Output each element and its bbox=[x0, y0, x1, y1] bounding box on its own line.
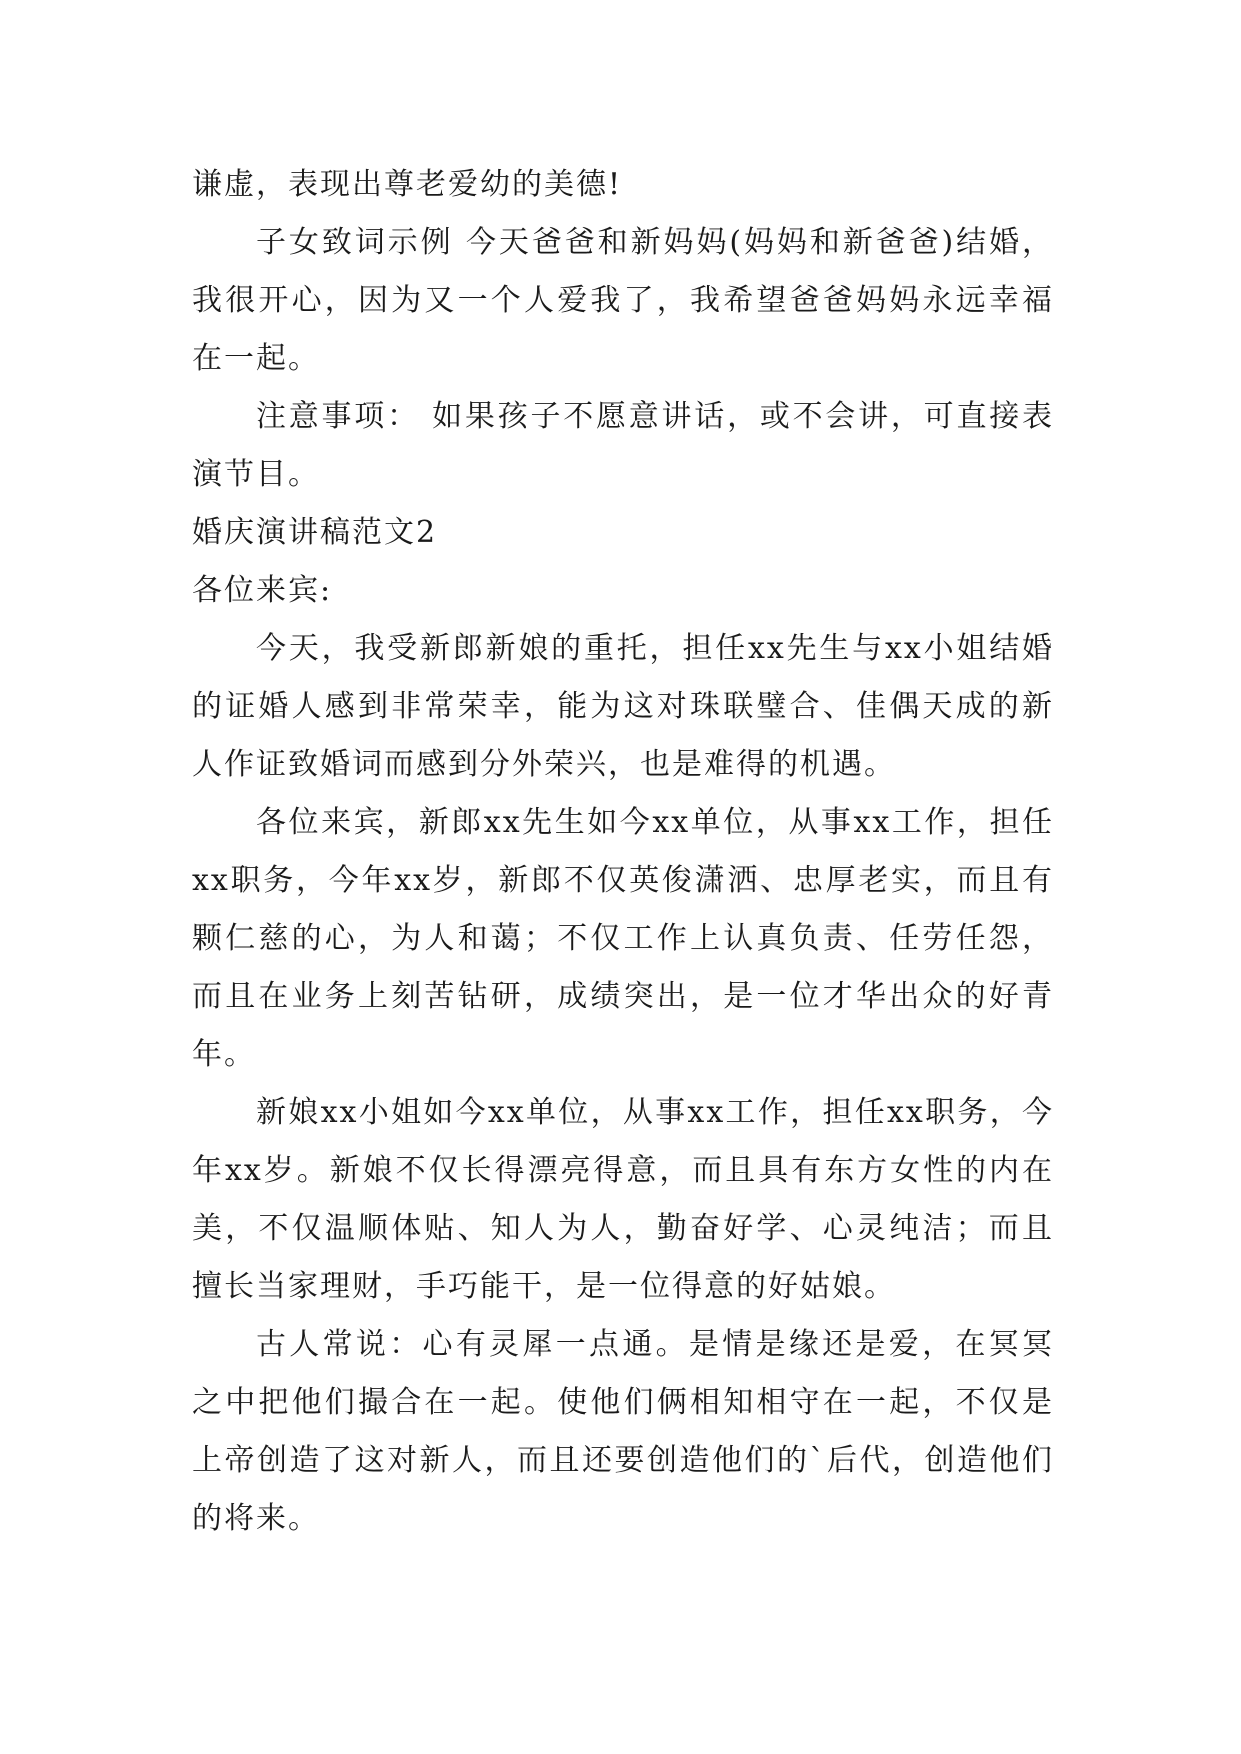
paragraph-text: 注意事项： 如果孩子不愿意讲话，或不会讲，可直接表演节目。 bbox=[192, 399, 1054, 492]
salutation: 各位来宾: bbox=[192, 573, 333, 608]
section-heading: 婚庆演讲稿范文2 bbox=[192, 515, 438, 550]
paragraph-text: 子女致词示例 今天爸爸和新妈妈(妈妈和新爸爸)结婚，我很开心，因为又一个人爱我了，我希望爸爸妈妈永远幸福在一起。 bbox=[192, 225, 1054, 376]
paragraph-text: 新娘xx小姐如今xx单位，从事xx工作，担任xx职务，今年xx岁。新娘不仅长得漂亮得意，而且具有东方女性的内在美，不仅温顺体贴、知人为人，勤奋好学、心灵纯洁；而且擅长当家理财，手巧能干，是一位得意的好姑娘。 bbox=[192, 1095, 1054, 1304]
paragraph-text: 今天，我受新郎新娘的重托，担任xx先生与xx小姐结婚的证婚人感到非常荣幸，能为这对珠联璧合、佳偶天成的新人作证致婚词而感到分外荣兴，也是难得的机遇。 bbox=[192, 631, 1054, 782]
document-page bbox=[192, 156, 1054, 1548]
paragraph-text: 谦虚，表现出尊老爱幼的美德! bbox=[192, 167, 623, 202]
paragraph-text: 古人常说：心有灵犀一点通。是情是缘还是爱，在冥冥之中把他们撮合在一起。使他们俩相知相守在一起，不仅是上帝创造了这对新人，而且还要创造他们的`后代，创造他们的将来。 bbox=[192, 1327, 1054, 1536]
paragraph-text: 各位来宾，新郎xx先生如今xx单位，从事xx工作，担任xx职务，今年xx岁，新郎不仅英俊潇洒、忠厚老实，而且有颗仁慈的心，为人和蔼；不仅工作上认真负责、任劳任怨，而且在业务上刻苦钻研，成绩突出，是一位才华出众的好青年。 bbox=[192, 805, 1054, 1072]
